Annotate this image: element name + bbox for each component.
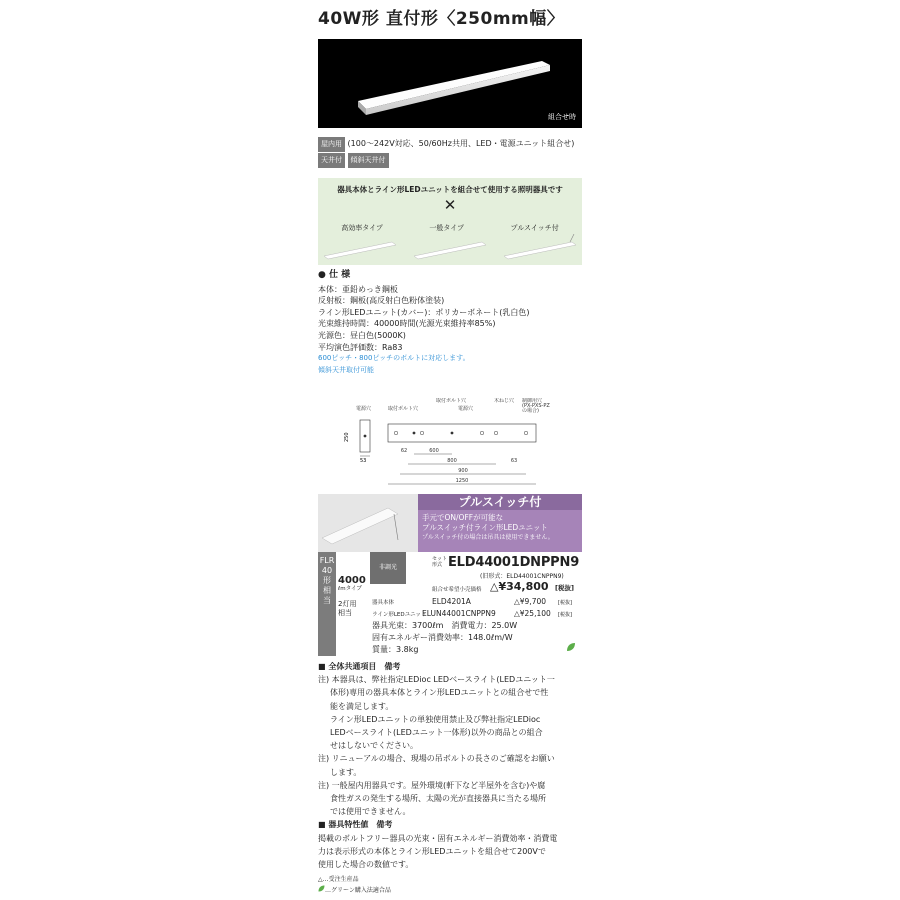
- unit-type-labels: [318, 223, 582, 233]
- wood-screw-hole-label: 木ねじ穴: [494, 398, 515, 404]
- cross-icon: ✕: [443, 196, 457, 214]
- price-note: 組合せ希望小売価格: [432, 587, 482, 593]
- bolt-hole-label: 取付ボルト穴: [436, 398, 467, 404]
- note-line: 注) 一般屋内用器具です。屋外環境(軒下など半屋外を含む)や腐: [318, 780, 546, 790]
- flr-text: 当: [323, 596, 331, 605]
- dim-63: 63: [510, 458, 518, 464]
- flr-text: FLR: [319, 556, 335, 565]
- set-label: 形式: [432, 562, 443, 568]
- old-model-number: (旧形式：ELD44001CNPPN9): [480, 573, 564, 580]
- lamp-count-note: 相当: [338, 609, 352, 617]
- unit-model: ELUN44001CNPPN9: [422, 609, 496, 618]
- notes-section: [318, 660, 582, 896]
- combination-caption: 組合せ時: [548, 113, 576, 121]
- lumen-unit: ℓmタイプ: [338, 586, 362, 592]
- legend-green-text: …グリーン購入法適合品: [325, 887, 391, 895]
- width-dim: 250: [344, 432, 350, 442]
- control-hole-note: (PX-PXS-PZ: [522, 403, 550, 409]
- flr-equivalent-column: [318, 552, 336, 656]
- pull-switch-info: [418, 510, 582, 552]
- unit-label: ライン形LEDユニット: [372, 612, 427, 618]
- dimension-diagram: [318, 398, 582, 490]
- power-hole-label: 電源穴: [458, 406, 474, 412]
- note-line: 力は表示形式の本体とライン形LEDユニットを組合せて200Vで: [318, 846, 546, 856]
- spec-line: 光源色：昼白色(5000K): [318, 330, 406, 340]
- spec-note: 600ピッチ・800ピッチのボルトに対応します。: [318, 354, 470, 363]
- power-hole-label: 電源穴: [356, 406, 372, 412]
- set-model-label: [432, 556, 447, 568]
- spec-line: 本体：亜鉛めっき鋼板: [318, 284, 398, 294]
- set-model-number: ELD44001DNPPN9: [448, 555, 580, 570]
- note-line: 掲載のボルトフリー器具の光束・固有エネルギー消費効率・消費電: [318, 833, 558, 843]
- dim-1250: 1250: [455, 478, 469, 484]
- lamp-count: 2灯用: [338, 600, 357, 608]
- set-price: △¥34,800: [490, 580, 549, 593]
- pull-switch-desc: 手元でON/OFFが可能な: [422, 513, 504, 522]
- notes-characteristics-heading: ■ 器具特性値 備考: [318, 820, 393, 830]
- page-title: 40W形 直付形〈250mm幅〉: [318, 9, 565, 29]
- green-leaf-icon: [566, 642, 576, 652]
- note-line: 食性ガスの発生する場所、太陽の光が直接器具に当たる場所: [330, 794, 546, 804]
- unit-illustrations: [318, 234, 582, 264]
- note-line: では使用できません。: [330, 807, 411, 817]
- body-price: △¥9,700: [514, 597, 547, 606]
- general-type-label: 一般タイプ: [429, 224, 465, 232]
- note-line: 注) 本器具は、弊社指定LEDioc LEDベースライト(LEDユニット一: [318, 675, 555, 685]
- specification: [318, 270, 582, 376]
- bolt-hole-label: 取付ボルト穴: [388, 406, 419, 412]
- product-photo: [318, 39, 582, 128]
- legend-made-to-order: △…受注生産品: [318, 876, 359, 884]
- dim-800: 800: [447, 458, 457, 464]
- flr-text: 40: [321, 566, 333, 575]
- spec-line: ライン形LEDユニット(カバー)：ポリカーボネート(乳白色): [318, 307, 530, 317]
- mounting-tags: [318, 153, 389, 168]
- lumen-type: [338, 576, 368, 618]
- spec-heading: ● 仕 様: [318, 270, 351, 280]
- note-line: せはしないでください。: [330, 741, 418, 751]
- fixture-illustration: [318, 39, 582, 128]
- combination-heading: 器具本体とライン形LEDユニットを組合せて使用する照明器具です: [337, 185, 563, 194]
- body-tax: [税抜]: [558, 600, 572, 606]
- pull-switch-note: プルスイッチ付の場合は吊具は使用できません。: [422, 534, 554, 541]
- indoor-row: [318, 137, 574, 152]
- spec-line: 平均演色評価数：Ra83: [318, 342, 403, 352]
- note-line: 使用した場合の数値です。: [318, 860, 414, 870]
- combination-box: [318, 178, 582, 265]
- spec-line: 光束維持時間：40000時間(光源光束維持率85%): [318, 319, 496, 329]
- unit-price: △¥25,100: [514, 609, 551, 618]
- ceiling-tag: 天井付: [318, 153, 345, 168]
- pull-switch-title: プルスイッチ付: [418, 494, 582, 510]
- control-hole-note: の場合): [522, 408, 539, 414]
- height-dim: 53: [360, 458, 367, 464]
- legend-green: [318, 885, 582, 896]
- spec-note: 傾斜天井取付可能: [318, 365, 374, 374]
- dim-900: 900: [458, 468, 468, 474]
- unit-tax: [税抜]: [558, 612, 572, 618]
- pull-switch-type-label: プルスイッチ付: [510, 224, 559, 232]
- tax-excluded: [税抜]: [555, 584, 574, 592]
- luminous-flux-power: 器具光束：3700ℓm 消費電力：25.0W: [372, 621, 518, 630]
- non-dimming-badge: 非調光: [370, 552, 406, 584]
- energy-efficiency: 固有エネルギー消費効率：148.0ℓm/W: [372, 633, 513, 642]
- pull-switch-desc: プルスイッチ付ライン形LEDユニット: [422, 523, 548, 532]
- high-efficiency-type-label: 高効率タイプ: [341, 224, 383, 232]
- performance-specs: [372, 620, 517, 656]
- mass: 質量：3.8kg: [372, 645, 419, 654]
- note-line: ライン形LEDユニットの単独使用禁止及び弊社指定LEDioc: [330, 714, 541, 724]
- flr-text: 形: [323, 576, 331, 585]
- notes-common-heading: ■ 全体共通項目 備考: [318, 662, 401, 671]
- flr-text: 相: [323, 586, 331, 595]
- note-line: LEDベースライト(LEDユニット一体形)以外の商品との組合: [330, 728, 543, 738]
- body-model: ELD4201A: [432, 597, 471, 606]
- spec-line: 反射板：鋼板(高反射白色粉体塗装): [318, 296, 445, 306]
- top-view: [388, 424, 536, 442]
- pull-switch-unit-photo: [318, 494, 418, 552]
- green-leaf-icon: [318, 885, 325, 892]
- control-hole-label: 制御用穴: [522, 398, 543, 404]
- slope-ceiling-tag: 傾斜天井付: [348, 153, 389, 168]
- note-line: 体形)専用の器具本体とライン形LEDユニットとの組合せで性: [330, 688, 549, 698]
- power-hole-mark: [364, 435, 367, 438]
- indoor-tag: 屋内用: [318, 137, 345, 152]
- note-line: します。: [330, 767, 362, 777]
- lumen-value: 4000: [338, 575, 366, 586]
- note-line: 注) リニューアルの場合、現場の吊ボルトの長さのご確認をお願い: [318, 754, 555, 764]
- dim-62: 62: [400, 448, 408, 454]
- set-label: セット: [432, 556, 448, 562]
- indoor-description: (100〜242V対応、50/60Hz共用、LED・電源ユニット組合せ): [347, 139, 575, 148]
- dim-600: 600: [429, 448, 439, 454]
- body-label: 器具本体: [372, 600, 395, 606]
- note-line: 能を満足します。: [330, 701, 394, 711]
- product-block: [318, 494, 582, 660]
